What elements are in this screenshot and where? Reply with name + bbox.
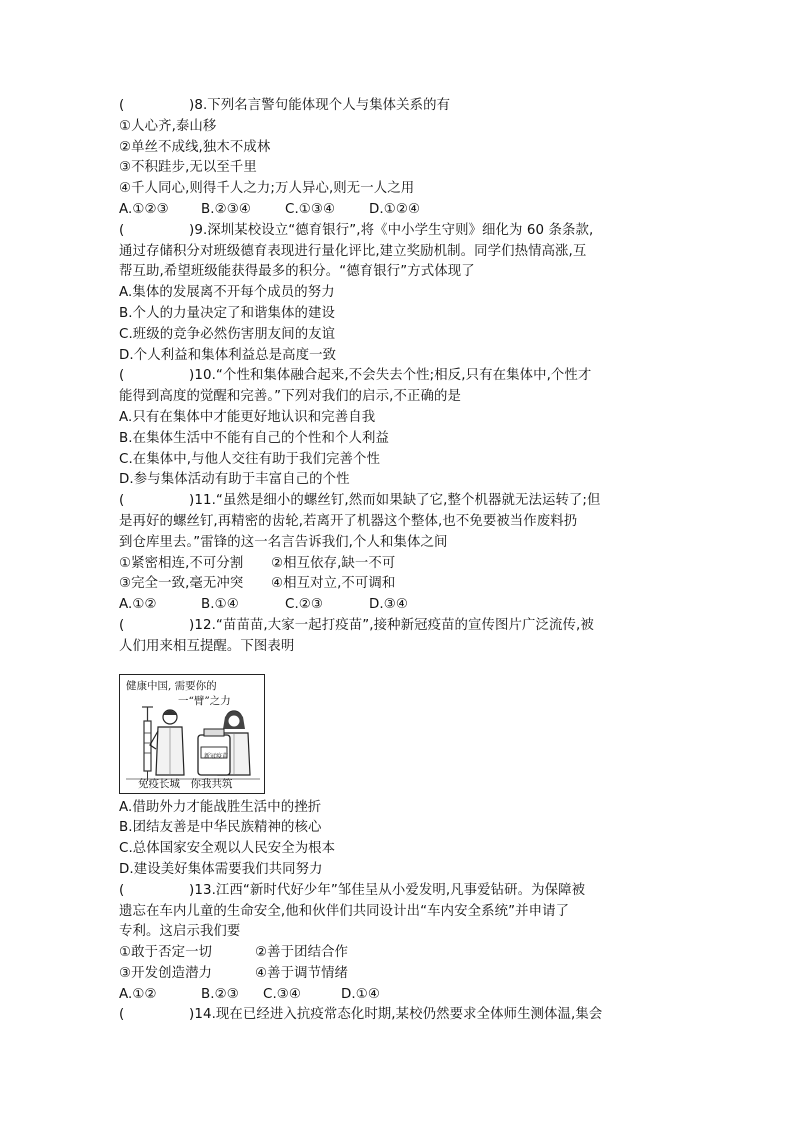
choice-a[interactable]: A.①②	[119, 986, 157, 1002]
exam-page	[119, 96, 679, 1026]
question-9-option-b[interactable]: B.个人的力量决定了和谐集体的建设	[119, 305, 336, 321]
poster-caption-top: 健康中国, 需要你的	[126, 679, 217, 692]
question-13-choices	[119, 985, 679, 1006]
question-10-text: )10.“个性和集体融合起来,不会失去个性;相反,只有在集体中,个性才	[189, 368, 592, 384]
question-9-stem-line-3: 帮互助,希望班级能获得最多的积分。“德育银行”方式体现了	[119, 264, 475, 280]
question-11-item-4: ④相互对立,不可调和	[271, 576, 396, 592]
question-11-stem-line-1	[119, 491, 679, 512]
choice-c[interactable]: C.①③④	[285, 201, 336, 217]
question-9-stem-line-1	[119, 221, 679, 242]
question-8-close-paren: )	[189, 98, 195, 113]
choice-a[interactable]: A.①②③	[119, 201, 169, 217]
question-9-text: )9.深圳某校设立“德育银行”,将《中小学生守则》细化为 60 条条款,	[189, 222, 594, 238]
question-14-text: )14.现在已经进入抗疫常态化时期,某校仍然要求全体师生测体温,集会	[189, 1007, 603, 1023]
question-9-stem-line-2: 通过存储积分对班级德育表现进行量化评比,建立奖励机制。同学们热情高涨,互	[119, 243, 587, 259]
question-8-choices	[119, 200, 679, 221]
question-10-stem-line-2: 能得到高度的觉醒和完善。”下列对我们的启示,不正确的是	[119, 389, 461, 405]
question-13-stem-line-3: 专利。这启示我们要	[119, 924, 241, 940]
choice-c[interactable]: C.②③	[285, 597, 324, 613]
question-13-item-1: ①敢于否定一切	[119, 945, 213, 961]
choice-c[interactable]: C.③④	[263, 986, 302, 1002]
choice-d[interactable]: D.①④	[341, 986, 380, 1002]
question-11-items-row-1	[119, 554, 679, 575]
answer-bracket[interactable]: (	[119, 882, 125, 898]
question-10-option-c[interactable]: C.在集体中,与他人交往有助于我们完善个性	[119, 451, 380, 467]
vaccine-label: 新冠疫苗	[204, 752, 229, 760]
poster-caption-bottom: 免疫长城 你我共筑	[138, 777, 233, 790]
syringe-icon	[144, 721, 151, 771]
choice-a[interactable]: A.①②	[119, 597, 157, 613]
question-11-stem-line-3: 到仓库里去。”雷锋的这一名言告诉我们,个人和集体之间	[119, 534, 448, 550]
question-12-stem-line-1	[119, 616, 679, 637]
vaccine-poster-image	[119, 674, 265, 794]
question-11-item-3: ③完全一致,毫无冲突	[119, 576, 244, 592]
question-12-text: )12.“苗苗苗,大家一起打疫苗”,接种新冠疫苗的宣传图片广泛流传,被	[189, 617, 594, 633]
answer-bracket[interactable]: (	[119, 222, 125, 238]
question-10-stem-line-1	[119, 366, 679, 387]
question-11-item-1: ①紧密相连,不可分割	[119, 555, 244, 571]
question-10-option-d[interactable]: D.参与集体活动有助于丰富自己的个性	[119, 472, 350, 488]
question-13-item-3: ③开发创造潜力	[119, 965, 213, 981]
question-11-items-row-2	[119, 574, 679, 595]
question-13-items-row-1	[119, 943, 679, 964]
question-8-text: 8.下列名言警句能体现个人与集体关系的有	[194, 98, 451, 113]
answer-bracket[interactable]: (	[119, 368, 125, 384]
choice-d[interactable]: D.③④	[369, 597, 408, 613]
question-12-option-c[interactable]: C.总体国家安全观以人民安全为根本	[119, 841, 336, 857]
question-12-option-a[interactable]: A.借助外力才能战胜生活中的挫折	[119, 799, 322, 815]
question-10-option-a[interactable]: A.只有在集体中才能更好地认识和完善自我	[119, 409, 376, 425]
question-11-stem-line-2: 是再好的螺丝钉,再精密的齿轮,若离开了机器这个整体,也不免要被当作废料扔	[119, 513, 578, 529]
answer-bracket[interactable]: (	[119, 98, 125, 113]
question-13-item-2: ②善于团结合作	[255, 945, 349, 961]
question-9-option-d[interactable]: D.个人利益和集体利益总是高度一致	[119, 347, 337, 363]
question-13-item-4: ④善于调节情绪	[255, 965, 349, 981]
question-14-stem-line-1	[119, 1005, 679, 1026]
question-9-option-a[interactable]: A.集体的发展离不开每个成员的努力	[119, 285, 335, 301]
question-8-item-1: ①人心齐,泰山移	[119, 118, 217, 134]
answer-bracket[interactable]: (	[119, 493, 125, 509]
question-9-option-c[interactable]: C.班级的竞争必然伤害朋友间的友谊	[119, 326, 336, 342]
answer-bracket[interactable]: (	[119, 617, 125, 633]
question-12-option-b[interactable]: B.团结友善是中华民族精神的核心	[119, 820, 322, 836]
question-13-stem-line-2: 遗忘在车内儿童的生命安全,他和伙伴们共同设计出“车内安全系统”并申请了	[119, 903, 570, 919]
choice-b[interactable]: B.①④	[201, 597, 239, 613]
poster-caption-arm: 一“臂”之力	[178, 694, 231, 707]
question-13-stem-line-1	[119, 881, 679, 902]
question-8-stem	[119, 96, 679, 117]
question-10-option-b[interactable]: B.在集体生活中不能有自己的个性和个人利益	[119, 430, 389, 446]
choice-b[interactable]: B.②③	[201, 986, 239, 1002]
answer-bracket[interactable]: (	[119, 1007, 125, 1023]
question-13-items-row-2	[119, 964, 679, 985]
question-13-text: )13.江西“新时代好少年”邹佳呈从小爱发明,凡事爱钻研。为保障被	[189, 882, 586, 898]
question-12-stem-line-2: 人们用来相互提醒。下图表明	[119, 638, 295, 654]
choice-d[interactable]: D.①②④	[369, 201, 421, 217]
question-8-item-3: ③不积跬步,无以至千里	[119, 160, 257, 176]
question-11-choices	[119, 595, 679, 616]
question-8-item-4: ④千人同心,则得千人之力;万人异心,则无一人之用	[119, 181, 415, 197]
question-12-option-d[interactable]: D.建设美好集体需要我们共同努力	[119, 861, 323, 877]
question-11-item-2: ②相互依存,缺一不可	[271, 555, 396, 571]
choice-b[interactable]: B.②③④	[201, 201, 251, 217]
question-11-text: )11.“虽然是细小的螺丝钉,然而如果缺了它,整个机器就无法运转了;但	[189, 493, 601, 509]
question-8-item-2: ②单丝不成线,独木不成林	[119, 139, 271, 155]
